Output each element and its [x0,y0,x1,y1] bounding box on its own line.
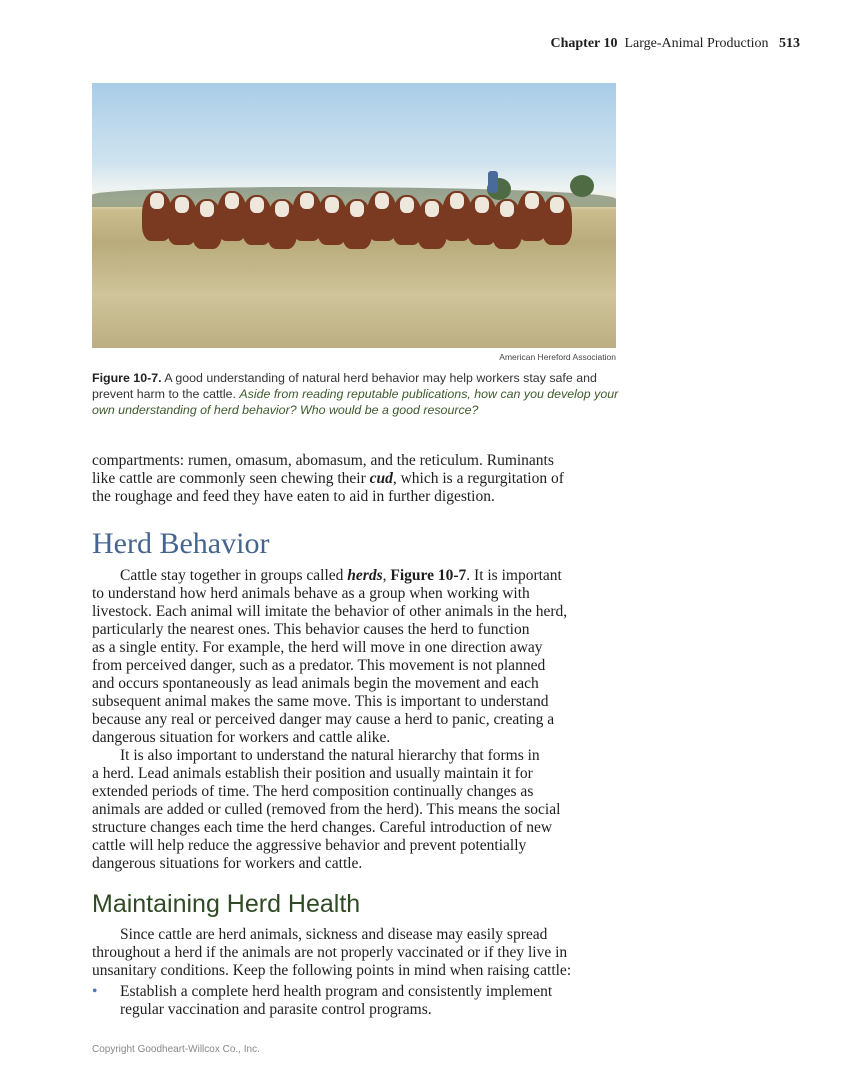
herd-paragraph-1 [92,567,612,747]
emphasized-term: Figure 10-7 [390,567,467,584]
text-line [92,962,612,980]
text-run: , which is a regurgitation of [392,470,564,487]
text-run: to understand how herd animals behave as a group when working with [92,585,530,602]
figure-caption [92,370,622,418]
text-line [92,567,612,585]
text-line [92,621,612,639]
heading-maintaining-herd-health: Maintaining Herd Health [92,890,361,918]
text-run: Cattle stay together in groups called [120,567,348,584]
text-run: the roughage and feed they have eaten to aid in further digestion. [92,488,495,505]
emphasized-term: cud [369,470,393,487]
bullet-icon: • [92,983,98,1000]
text-run: as a single entity. For example, the herd will move in one direction away [92,639,543,656]
herd-paragraph-2 [92,747,612,873]
text-run: from perceived danger, such as a predator. This movement is not planned [92,657,546,674]
running-header [550,36,800,52]
text-run: because any real or perceived danger may cause a herd to panic, creating a [92,711,555,728]
text-line [92,801,612,819]
text-line [92,765,612,783]
emphasized-term: herds [347,567,383,584]
text-run: and occurs spontaneously as lead animals begin the movement and each [92,675,539,692]
text-run: compartments: rumen, omasum, abomasum, and the reticulum. Ruminants [92,452,554,469]
text-run: extended periods of time. The herd composition continually changes as [92,783,534,800]
text-run: Since cattle are herd animals, sickness and disease may easily spread [120,926,548,943]
text-run: It is also important to understand the natural hierarchy that forms in [120,747,540,764]
text-line [92,837,612,855]
text-line [120,983,612,1001]
bullet-list [92,983,612,1019]
text-line [92,926,612,944]
text-run: like cattle are commonly seen chewing their [92,470,370,487]
text-line [92,729,612,747]
copyright-footer: Copyright Goodheart-Willcox Co., Inc. [92,1044,260,1055]
caption-question: Aside from reading reputable publications, how can you develop your own understanding of herd behavior? Who would be a good resource? [92,387,619,417]
cow [542,195,572,245]
text-line [92,639,612,657]
text-line [92,819,612,837]
hereford-cattle-photo [92,83,616,348]
text-run: dangerous situation for workers and cattle alike. [92,729,391,746]
tree [570,175,594,197]
text-line [120,1001,612,1019]
text-line [92,944,612,962]
text-run: throughout a herd if the animals are not properly vaccinated or if they live in [92,944,568,961]
text-line [92,783,612,801]
health-paragraph-1 [92,926,612,980]
text-run: , [382,567,391,584]
text-line [92,603,612,621]
heading-herd-behavior: Herd Behavior [92,527,270,560]
text-run: Establish a complete herd health program and consistently implement [120,983,553,1000]
text-line [92,711,612,729]
text-run: cattle will help reduce the aggressive behavior and prevent potentially [92,837,527,854]
text-line [92,470,612,488]
text-run: . It is important [466,567,562,584]
rider [488,171,498,193]
text-line [92,855,612,873]
text-run: livestock. Each animal will imitate the behavior of other animals in the herd, [92,603,568,620]
intro-paragraph [92,452,612,506]
text-line [92,585,612,603]
text-line [92,657,612,675]
text-line [92,675,612,693]
caption-text: A good understanding of natural herd behavior may help workers stay safe and prevent harm to the cattle. [92,371,597,401]
text-line [92,693,612,711]
text-run: particularly the nearest ones. This behavior causes the herd to function [92,621,530,638]
text-line [92,488,612,506]
text-run: dangerous situations for workers and cattle. [92,855,363,872]
page-number: 513 [779,36,800,51]
chapter-number: Chapter 10 [550,36,618,51]
text-run: unsanitary conditions. Keep the following points in mind when raising cattle: [92,962,572,979]
text-run: structure changes each time the herd changes. Careful introduction of new [92,819,553,836]
text-line [92,747,612,765]
text-run: a herd. Lead animals establish their position and usually maintain it for [92,765,533,782]
chapter-title: Large-Animal Production [624,36,769,51]
text-run: subsequent animal makes the same move. This is important to understand [92,693,549,710]
photo-credit: American Hereford Association [499,352,616,362]
text-run: animals are added or culled (removed from the herd). This means the social [92,801,561,818]
text-line [92,452,612,470]
text-run: regular vaccination and parasite control programs. [120,1001,432,1018]
figure-label: Figure 10-7. [92,371,162,385]
list-item [92,983,612,1019]
